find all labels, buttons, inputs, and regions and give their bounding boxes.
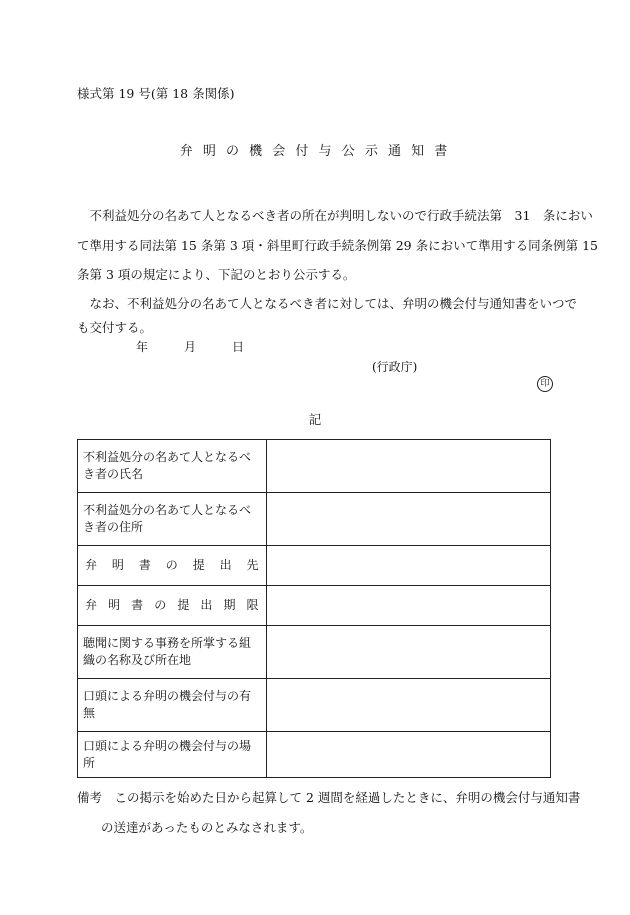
row-label-submission-destination xyxy=(78,546,267,586)
ki-heading: 記 xyxy=(308,412,322,427)
administrative-authority: (行政庁) xyxy=(372,360,418,374)
row-label-hearing-office: 聴聞に関する事務を所掌する組織の名称及び所在地 xyxy=(78,626,267,679)
row-label-oral-hearing-availability: 口頭による弁明の機会付与の有無 xyxy=(78,679,267,732)
char: 提 xyxy=(177,598,190,612)
row-value-hearing-office[interactable] xyxy=(266,626,550,679)
row-value-address[interactable] xyxy=(266,493,550,546)
char: 弁 xyxy=(85,598,98,612)
table-row xyxy=(78,732,551,778)
char: 出 xyxy=(200,598,213,612)
paragraph-1-line-1: 不利益処分の名あて人となるべき者の所在が判明しないので行政手続法第 31 条におい xyxy=(77,208,593,223)
char: 明 xyxy=(111,558,124,572)
row-value-name[interactable] xyxy=(266,440,550,493)
char: 提 xyxy=(192,558,205,572)
char: 先 xyxy=(246,558,259,572)
paragraph-2-line-2: も交付する。 xyxy=(77,320,153,335)
form-number: 様式第 19 号(第 18 条関係) xyxy=(77,86,235,101)
paragraph-1-line-3: 条第 3 項の規定により、下記のとおり公示する。 xyxy=(77,267,356,282)
table-row xyxy=(78,546,551,586)
date-year: 年 xyxy=(136,340,149,354)
row-value-oral-hearing-place[interactable] xyxy=(266,732,550,778)
row-label-address: 不利益処分の名あて人となるべき者の住所 xyxy=(78,493,267,546)
table-row xyxy=(78,493,551,546)
row-label-submission-deadline xyxy=(78,586,267,626)
table-row xyxy=(78,586,551,626)
row-value-oral-hearing-availability[interactable] xyxy=(266,679,550,732)
details-table xyxy=(77,439,551,778)
row-label-name: 不利益処分の名あて人となるべき者の氏名 xyxy=(78,440,267,493)
row-label-oral-hearing-place: 口頭による弁明の機会付与の場所 xyxy=(78,732,267,778)
spread-label-submission-deadline xyxy=(83,597,261,614)
char: 書 xyxy=(131,598,144,612)
char: の xyxy=(154,598,167,612)
char: 明 xyxy=(108,598,121,612)
table-row xyxy=(78,679,551,732)
spread-label-submission-destination xyxy=(83,557,261,574)
row-value-submission-destination[interactable] xyxy=(266,546,550,586)
char: 弁 xyxy=(85,558,98,572)
remarks-line-2: の送達があったものとみなされます。 xyxy=(101,820,313,835)
remarks-line-1: 備考 この掲示を始めた日から起算して 2 週間を経過したときに、弁明の機会付与通知書 xyxy=(77,790,581,805)
table-row xyxy=(78,440,551,493)
date-month: 月 xyxy=(184,340,197,354)
paragraph-1-line-2: て準用する同法第 15 条第 3 項・斜里町行政手続条例第 29 条において準用する同条例第 15 xyxy=(77,238,598,253)
row-value-submission-deadline[interactable] xyxy=(266,586,550,626)
table-row xyxy=(78,626,551,679)
char: 期 xyxy=(223,598,236,612)
date-day: 日 xyxy=(232,340,245,354)
document-title: 弁 明 の 機 会 付 与 公 示 通 知 書 xyxy=(179,144,451,159)
char: 出 xyxy=(219,558,232,572)
char: の xyxy=(165,558,178,572)
char: 書 xyxy=(138,558,151,572)
paragraph-2-line-1: なお、不利益処分の名あて人となるべき者に対しては、弁明の機会付与通知書をいつで xyxy=(77,296,578,311)
char: 限 xyxy=(246,598,259,612)
seal-mark: 印 xyxy=(537,376,553,392)
